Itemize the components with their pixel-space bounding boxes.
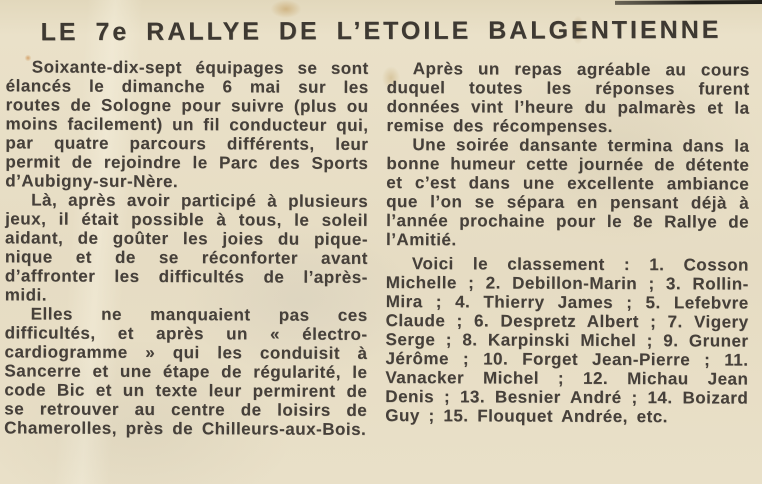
paragraph-right-1: Après un repas agréable au cours duquel toutes les réponses furent données vint l’heure du palmarès et la remise des récompenses. [386, 59, 750, 137]
article-column-right [385, 59, 750, 441]
paragraph-right-classement: Voici le classement : 1. Cosson Michelle ; 2. Debillon-Marin ; 3. Rollin-Mira ; 4. Thierry James ; 5. Lefebvre Claude ; 6. Despretz Albert ; 7. Vigery Serge ; 8. Karpinski Michel ; 9. Gruner Jérôme ; 10. Forget Jean-Pierre ; 11. Vanacker Michel ; 12. Michau Jean Denis ; 13. Besnier André ; 14. Boizard Guy ; 15. Flouquet Andrée, etc. [385, 254, 749, 427]
article-column-left [4, 57, 369, 439]
paragraph-left-2: Là, après avoir participé à plusieurs jeux, il était possible à tous, le soleil aidant, de goûter les joies du pique-nique et de se réconforter avant d’affronter les difficultés de l’après-midi. [4, 190, 369, 305]
article-title: LE 7e RALLYE DE L’ETOILE BALGENTIENNE [40, 15, 722, 47]
paragraph-left-3: Elles ne manquaient pas ces difficultés, et après un « électro-cardiogramme » qui les conduisit à Sancerre et une étape de régularité, le code Bic et un texte leur permirent de se retrouver au centre de loisirs de Chamerolles, près de Chilleurs-aux-Bois. [4, 304, 368, 439]
paragraph-left-1: Soixante-dix-sept équipages se sont élancés le dimanche 6 mai sur les routes de Sologne pour suivre (plus ou moins facilement) un fil conducteur qui, par quatre parcours différents, leur permit de rejoindre le Parc des Sports d’Aubigny-sur-Nère. [5, 57, 369, 192]
paragraph-right-2: Une soirée dansante termina dans la bonne humeur cette journée de détente et c’est dans une excellente ambiance que l’on se sépara en pensant déjà à l’année prochaine pour le 8e Rallye de l’Amitié. [385, 135, 750, 250]
article-body [0, 44, 762, 440]
